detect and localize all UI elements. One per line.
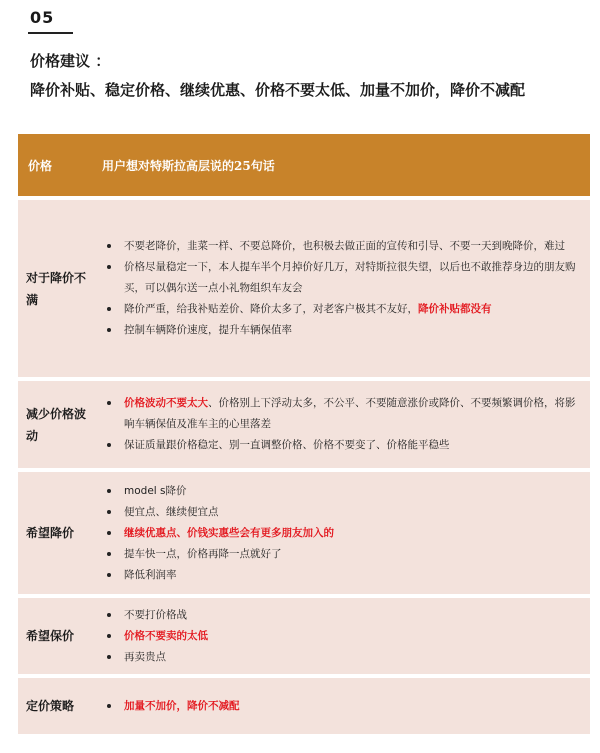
list-item	[124, 647, 578, 668]
row-category: 减少价格波动	[18, 379, 88, 470]
row-items	[88, 198, 590, 379]
list-item	[124, 236, 578, 257]
item-list	[102, 393, 578, 456]
item-text: 不要打价格战	[124, 608, 187, 621]
table-row	[18, 676, 590, 734]
table-header-row	[18, 134, 590, 198]
list-item	[124, 257, 578, 299]
item-text: 提车快一点，价格再降一点就好了	[124, 547, 282, 560]
item-list	[102, 696, 578, 717]
item-text: model s降价	[124, 484, 187, 497]
row-category: 定价策略	[18, 676, 88, 734]
header-category: 价格	[18, 134, 88, 198]
table-row	[18, 379, 590, 470]
item-highlight: 价格不要卖的太低	[124, 629, 208, 642]
item-text: 价格尽量稳定一下，本人提车半个月掉价好几万，对特斯拉很失望，以后也不敢推荐身边的朋友购买，可以偶尔送一点小礼物组织车友会	[124, 261, 576, 294]
row-category: 希望降价	[18, 470, 88, 596]
table-row	[18, 470, 590, 596]
item-list	[102, 605, 578, 668]
row-items	[88, 470, 590, 596]
row-items	[88, 379, 590, 470]
item-text: 控制车辆降价速度，提升车辆保值率	[124, 324, 292, 336]
item-text: 不要老降价，韭菜一样、不要总降价，也积极去做正面的宣传和引导、不要一天到晚降价，难过	[124, 240, 565, 252]
item-highlight: 继续优惠点、价钱实惠些会有更多朋友加入的	[124, 526, 334, 539]
item-highlight: 加量不加价，降价不减配	[124, 699, 240, 712]
table-row	[18, 596, 590, 676]
list-item	[124, 502, 578, 523]
item-text: 再卖贵点	[124, 650, 166, 663]
summary: 降价补贴、稳定价格、继续优惠、价格不要太低、加量不加价，降价不减配	[30, 81, 526, 99]
list-item	[124, 605, 578, 626]
heading: 价格建议 ：	[30, 52, 111, 70]
list-item	[124, 544, 578, 565]
item-highlight: 降价补贴都没有	[418, 303, 492, 315]
list-item	[124, 320, 578, 341]
table-row	[18, 198, 590, 379]
list-item	[124, 626, 578, 647]
list-item	[124, 523, 578, 544]
item-list	[102, 481, 578, 586]
list-item	[124, 565, 578, 586]
section-number: 05	[30, 8, 55, 27]
list-item	[124, 481, 578, 502]
list-item	[124, 299, 578, 320]
item-text: 保证质量跟价格稳定、别一直调整价格、价格不要变了、价格能平稳些	[124, 439, 450, 451]
item-text: 降低利润率	[124, 568, 177, 581]
feedback-table	[18, 134, 590, 734]
item-text: 便宜点、继续便宜点	[124, 505, 219, 518]
item-highlight: 价格波动不要太大	[124, 397, 208, 409]
item-list	[102, 236, 578, 341]
row-category: 希望保价	[18, 596, 88, 676]
row-items	[88, 596, 590, 676]
item-text: 、价格别上下浮动太多，不公平、不要随意涨价或降价、不要频繁调价格，将影响车辆保值及准车主的心里落差	[124, 397, 576, 430]
row-category: 对于降价不满	[18, 198, 88, 379]
item-text: 降价严重，给我补贴差价、降价太多了，对老客户极其不友好，	[124, 303, 418, 315]
list-item	[124, 435, 578, 456]
row-items	[88, 676, 590, 734]
header-feedback: 用户想对特斯拉高层说的25句话	[88, 134, 590, 198]
list-item	[124, 393, 578, 435]
list-item	[124, 696, 578, 717]
section-underline	[28, 32, 73, 34]
